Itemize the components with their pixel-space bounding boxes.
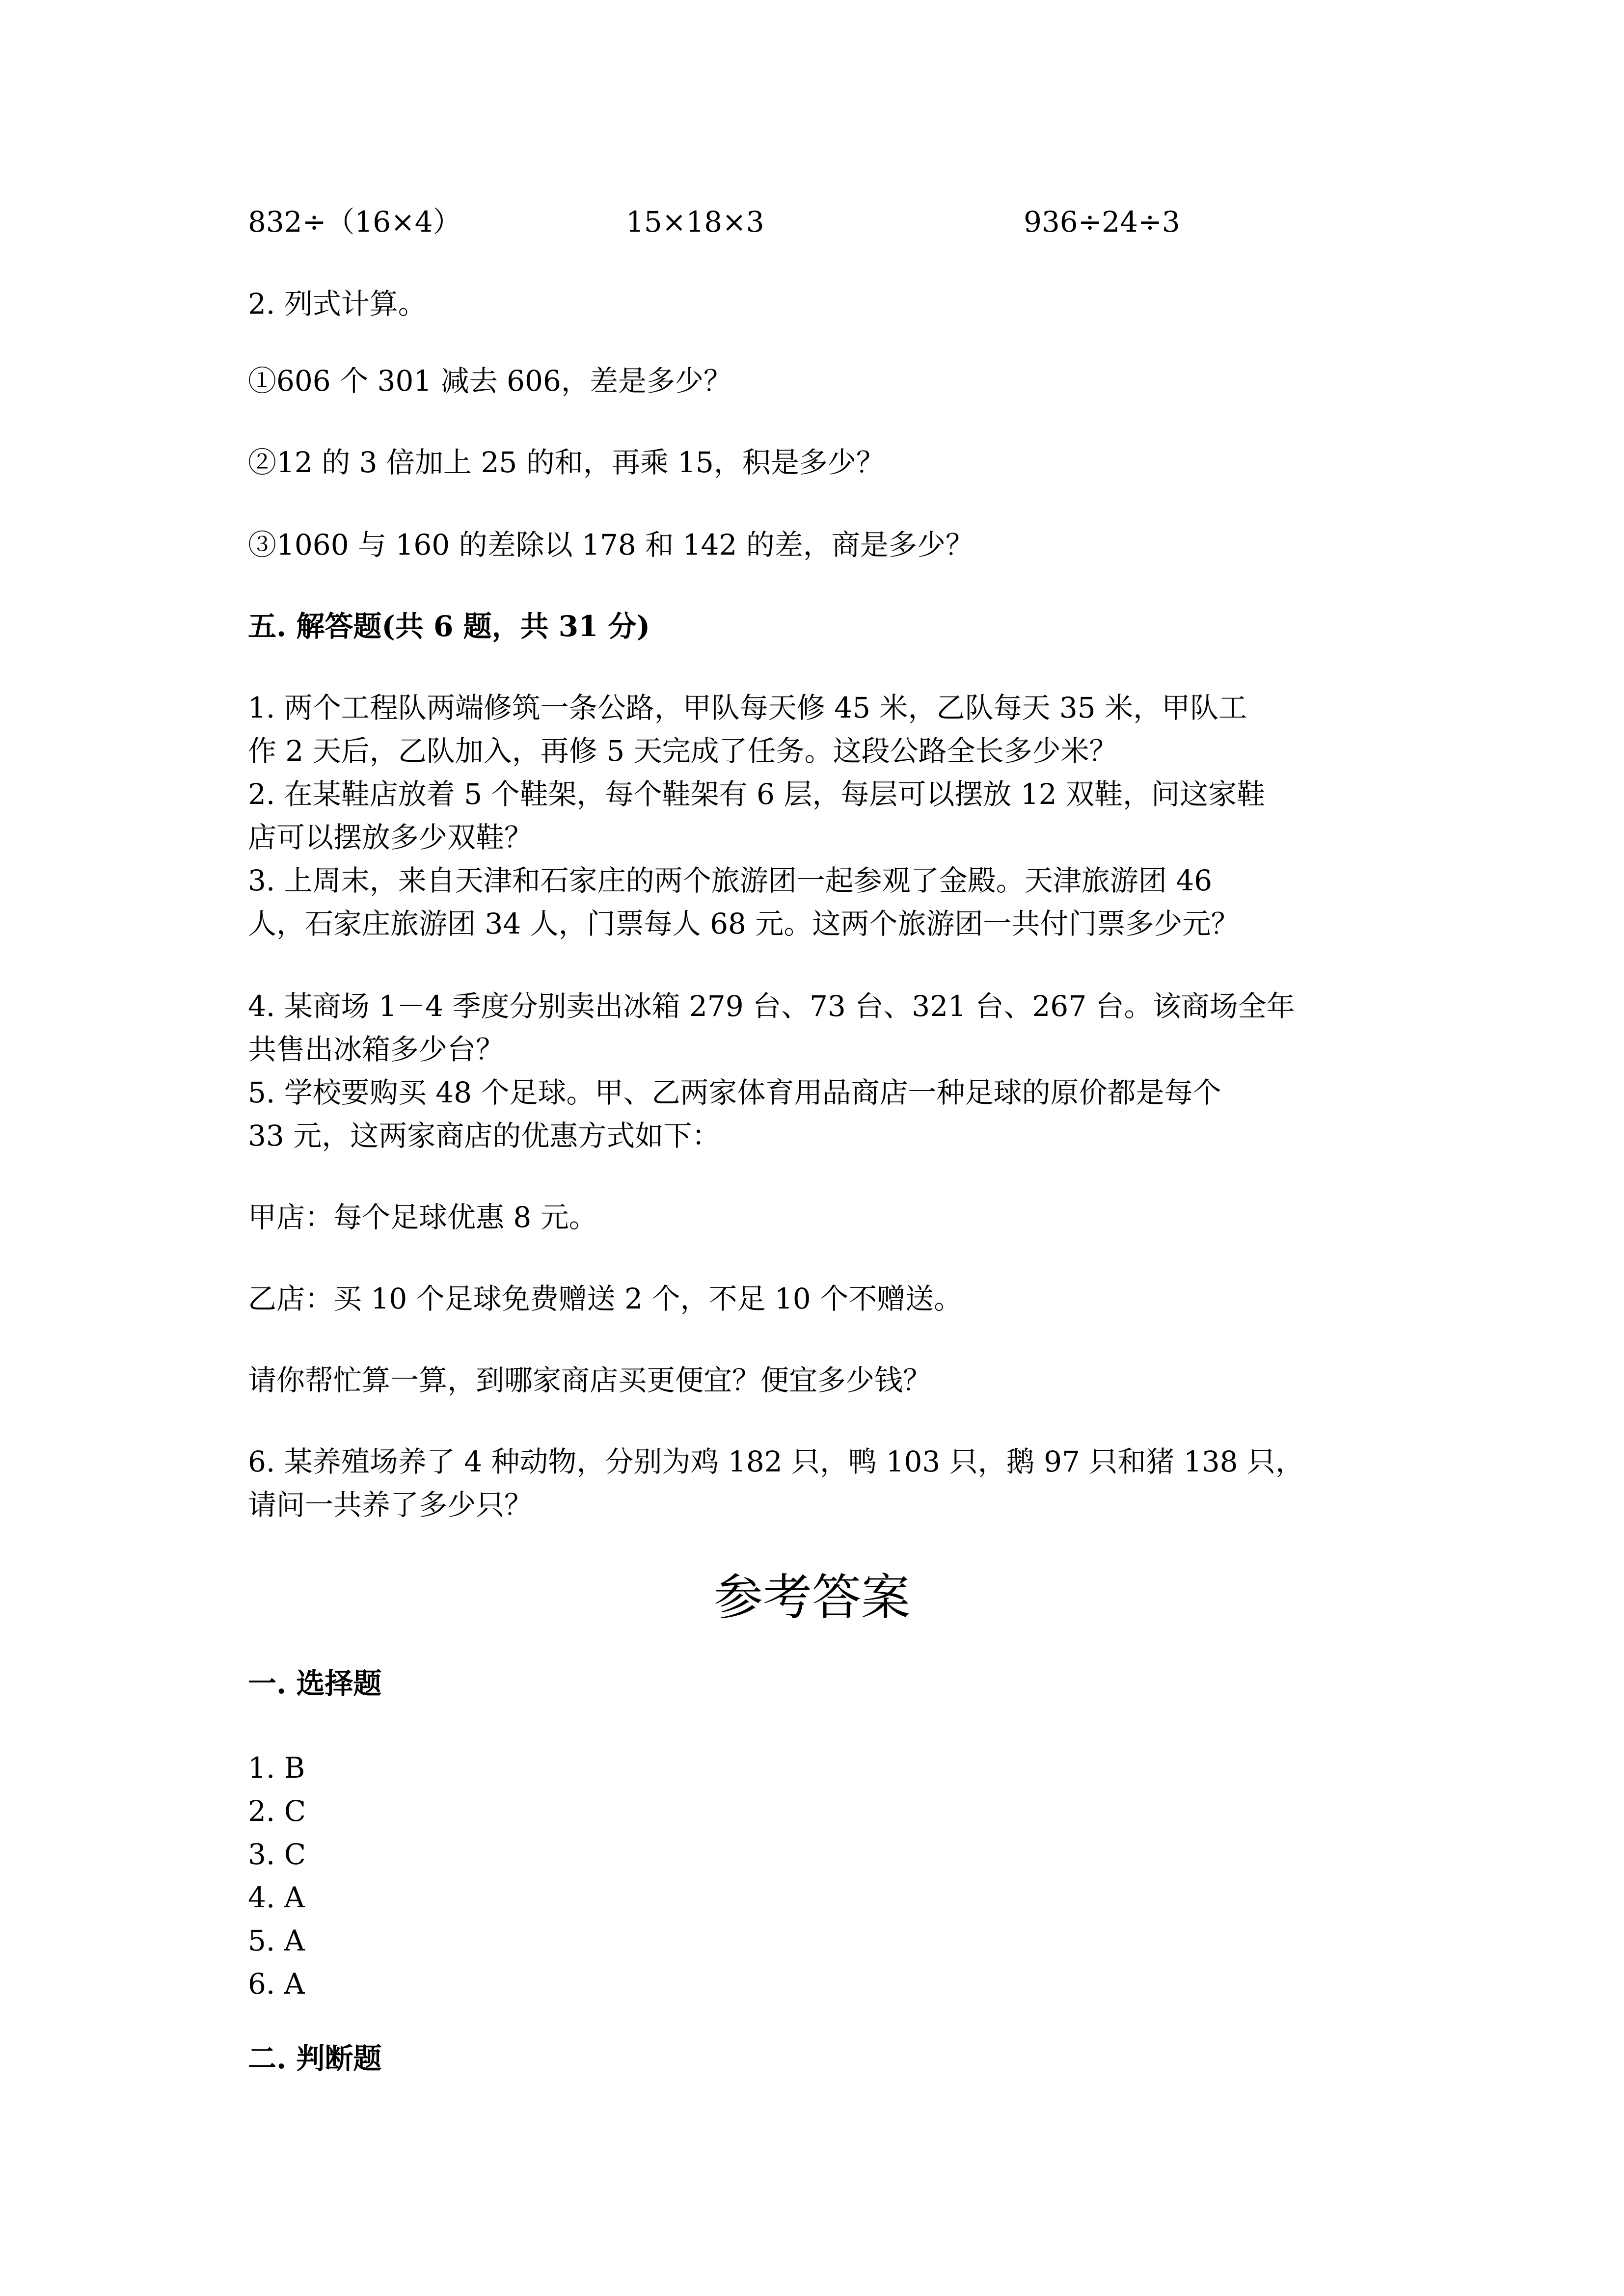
problem-4-line-2: 共售出冰箱多少台？: [248, 1033, 505, 1066]
calc-expression-3: 936÷24÷3: [1024, 205, 1180, 239]
answer-item: 2. C: [248, 1794, 306, 1828]
answers-section-2-heading: 二. 判断题: [248, 2042, 382, 2075]
answers-section-1-list: [248, 1746, 306, 2005]
problem-2-line-2: 店可以摆放多少双鞋？: [248, 821, 533, 854]
answer-item: 3. C: [248, 1838, 306, 1871]
answer-item: 1. B: [248, 1751, 305, 1785]
problem-5-shop-b: 乙店：买 10 个足球免费赠送 2 个，不足 10 个不赠送。: [248, 1282, 963, 1315]
answer-item: 6. A: [248, 1967, 305, 2001]
problem-2-line-1: 2. 在某鞋店放着 5 个鞋架，每个鞋架有 6 层，每层可以摆放 12 双鞋，问这家鞋: [248, 777, 1266, 811]
problem-1-line-2: 作 2 天后，乙队加入，再修 5 天完成了任务。这段公路全长多少米？: [248, 734, 1118, 768]
problem-1-line-1: 1. 两个工程队两端修筑一条公路，甲队每天修 45 米，乙队每天 35 米，甲队工: [248, 691, 1247, 724]
calc-expression-2: 15×18×3: [626, 205, 764, 239]
list-calc-item-1: ①606 个 301 减去 606，差是多少？: [248, 364, 732, 398]
problem-5-shop-a: 甲店：每个足球优惠 8 元。: [248, 1201, 597, 1234]
section-heading-5: 五. 解答题(共 6 题，共 31 分): [248, 610, 650, 643]
problem-6-line-2: 请问一共养了多少只？: [248, 1488, 533, 1522]
problem-4-line-1: 4. 某商场 1－4 季度分别卖出冰箱 279 台、73 台、321 台、267 台。该商场全年: [248, 989, 1295, 1023]
list-calc-item-2: ②12 的 3 倍加上 25 的和，再乘 15，积是多少？: [248, 446, 885, 479]
calc-expression-1: 832÷（16×4）: [248, 205, 461, 239]
answer-item: 5. A: [248, 1924, 305, 1957]
question-title-list-calc: 2. 列式计算。: [248, 287, 427, 320]
problem-5-line-2: 33 元，这两家商店的优惠方式如下：: [248, 1119, 721, 1152]
problem-3-line-1: 3. 上周末，来自天津和石家庄的两个旅游团一起参观了金殿。天津旅游团 46: [248, 864, 1213, 897]
problem-5-line-1: 5. 学校要购买 48 个足球。甲、乙两家体育用品商店一种足球的原价都是每个: [248, 1076, 1221, 1109]
list-calc-item-3: ③1060 与 160 的差除以 178 和 142 的差，商是多少？: [248, 528, 974, 561]
answer-item: 4. A: [248, 1881, 305, 1914]
problem-6-line-1: 6. 某养殖场养了 4 种动物，分别为鸡 182 只，鸭 103 只，鹅 97 只和猪 138 只，: [248, 1445, 1304, 1478]
answers-section-1-heading: 一. 选择题: [248, 1667, 382, 1700]
problem-5-question: 请你帮忙算一算，到哪家商店买更便宜？便宜多少钱？: [248, 1363, 932, 1397]
problem-3-line-2: 人，石家庄旅游团 34 人，门票每人 68 元。这两个旅游团一共付门票多少元？: [248, 907, 1240, 940]
answers-title: 参考答案: [714, 1569, 910, 1626]
